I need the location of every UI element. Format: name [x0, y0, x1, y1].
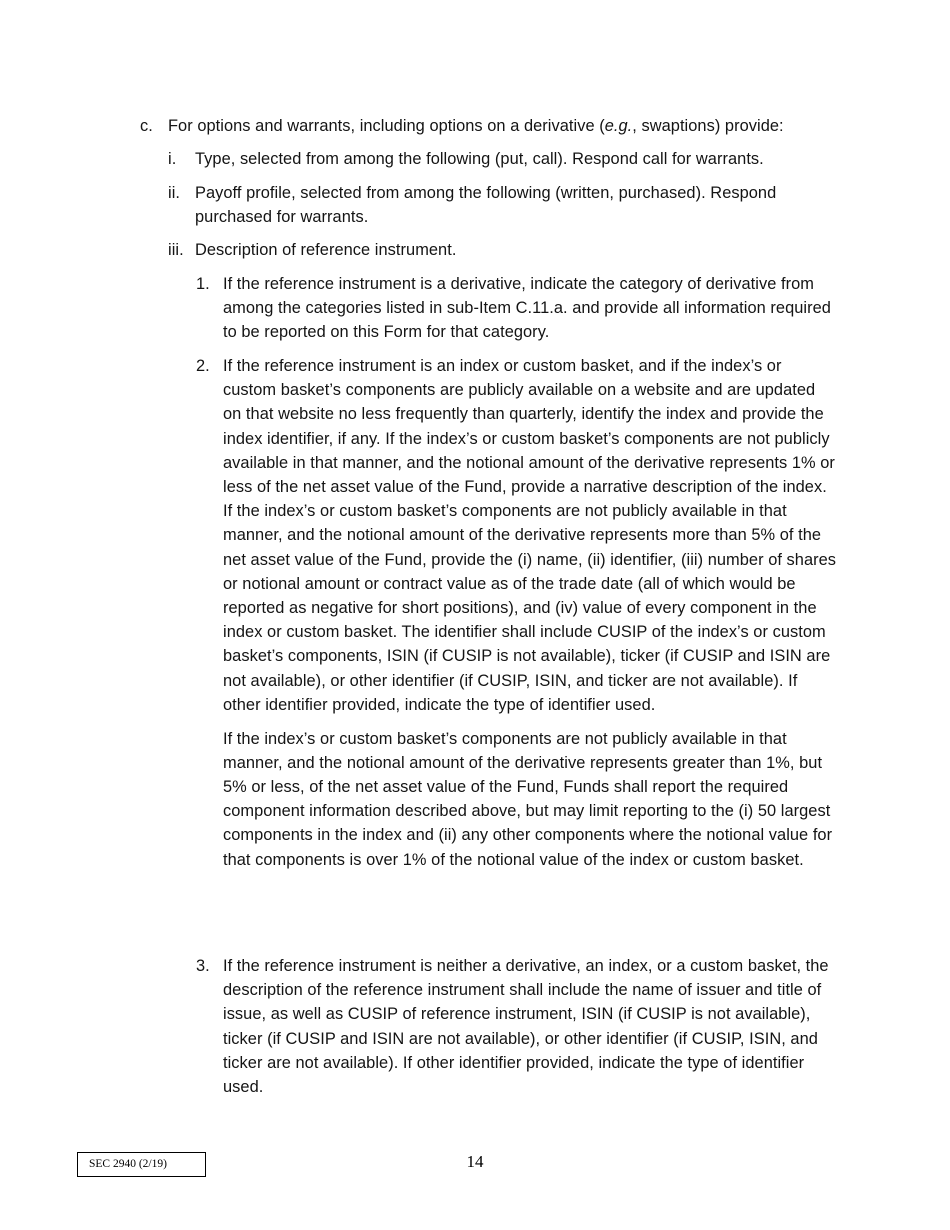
form-number-box: SEC 2940 (2/19) — [77, 1152, 206, 1177]
page-number: 14 — [466, 1152, 484, 1171]
italic-abbreviation: e.g. — [604, 117, 633, 135]
list-item-text — [223, 354, 838, 872]
list-marker: iii. — [168, 241, 184, 259]
list-item-text: If the reference instrument is a derivative, indicate the category of derivative from among the categories listed in sub-Item C.11.a. and provide all information required to be reported on this Form for that category. — [223, 275, 831, 342]
list-item-text: Description of reference instrument. — [195, 241, 457, 259]
paragraph: If the reference instrument is an index or custom basket, and if the index’s or custom basket’s components are publicly available on a website and are updated on that website no less frequently than quarterly, identify the index and provide the index identifier, if any. If the index’s or custom basket’s components are not publicly available in that manner, and the notional amount of the derivative represents 1% or less of the net asset value of the Fund, provide a narrative description of the index. If the index’s or custom basket’s components are not publicly available in that manner, and the notional amount of the derivative represents more than 5% of the net asset value of the Fund, provide the (i) name, (ii) identifier, (iii) number of shares or notional amount or contract value as of the trade date (all of which would be reported as negative for short positions), and (iv) value of every component in the index or custom basket. The identifier shall include CUSIP of the index’s or custom basket’s components, ISIN (if CUSIP is not available), ticker (if CUSIP and ISIN are not available), or other identifier (if CUSIP, ISIN, and ticker are not available). If other identifier provided, indicate the type of identifier used. — [223, 357, 837, 714]
list-item-text — [168, 114, 848, 138]
list-marker: 3. — [196, 957, 210, 975]
list-marker: 2. — [196, 357, 210, 375]
list-marker: ii. — [168, 184, 180, 202]
text-segment: For options and warrants, including options on a derivative ( — [168, 117, 605, 135]
list-item-text: Payoff profile, selected from among the following (written, purchased). Respond purchased for warrants. — [195, 184, 777, 227]
text-segment: , swaptions) provide: — [632, 117, 784, 135]
paragraph: If the index’s or custom basket’s components are not publicly available in that manner, and the notional amount of the derivative represents greater than 1%, but 5% or less, of the net asset value of the Fund, Funds shall report the required component information described above, but may limit reporting to the (i) 50 largest components in the index and (ii) any other components where the notional value for that components is over 1% of the notional value of the index or custom basket. — [223, 729, 833, 869]
list-marker: 1. — [196, 275, 210, 293]
list-item-text: If the reference instrument is neither a derivative, an index, or a custom basket, the description of the reference instrument shall include the name of issuer and title of issue, as well as CUSIP of reference instrument, ISIN (if CUSIP is not available), ticker (if CUSIP and ISIN are not available), or other identifier (if CUSIP, ISIN, and ticker are not available). If other identifier provided, indicate the type of identifier used. — [223, 957, 829, 1097]
list-marker: i. — [168, 150, 177, 168]
list-marker: c. — [140, 117, 153, 135]
list-item-text: Type, selected from among the following (put, call). Respond call for warrants. — [195, 150, 764, 168]
